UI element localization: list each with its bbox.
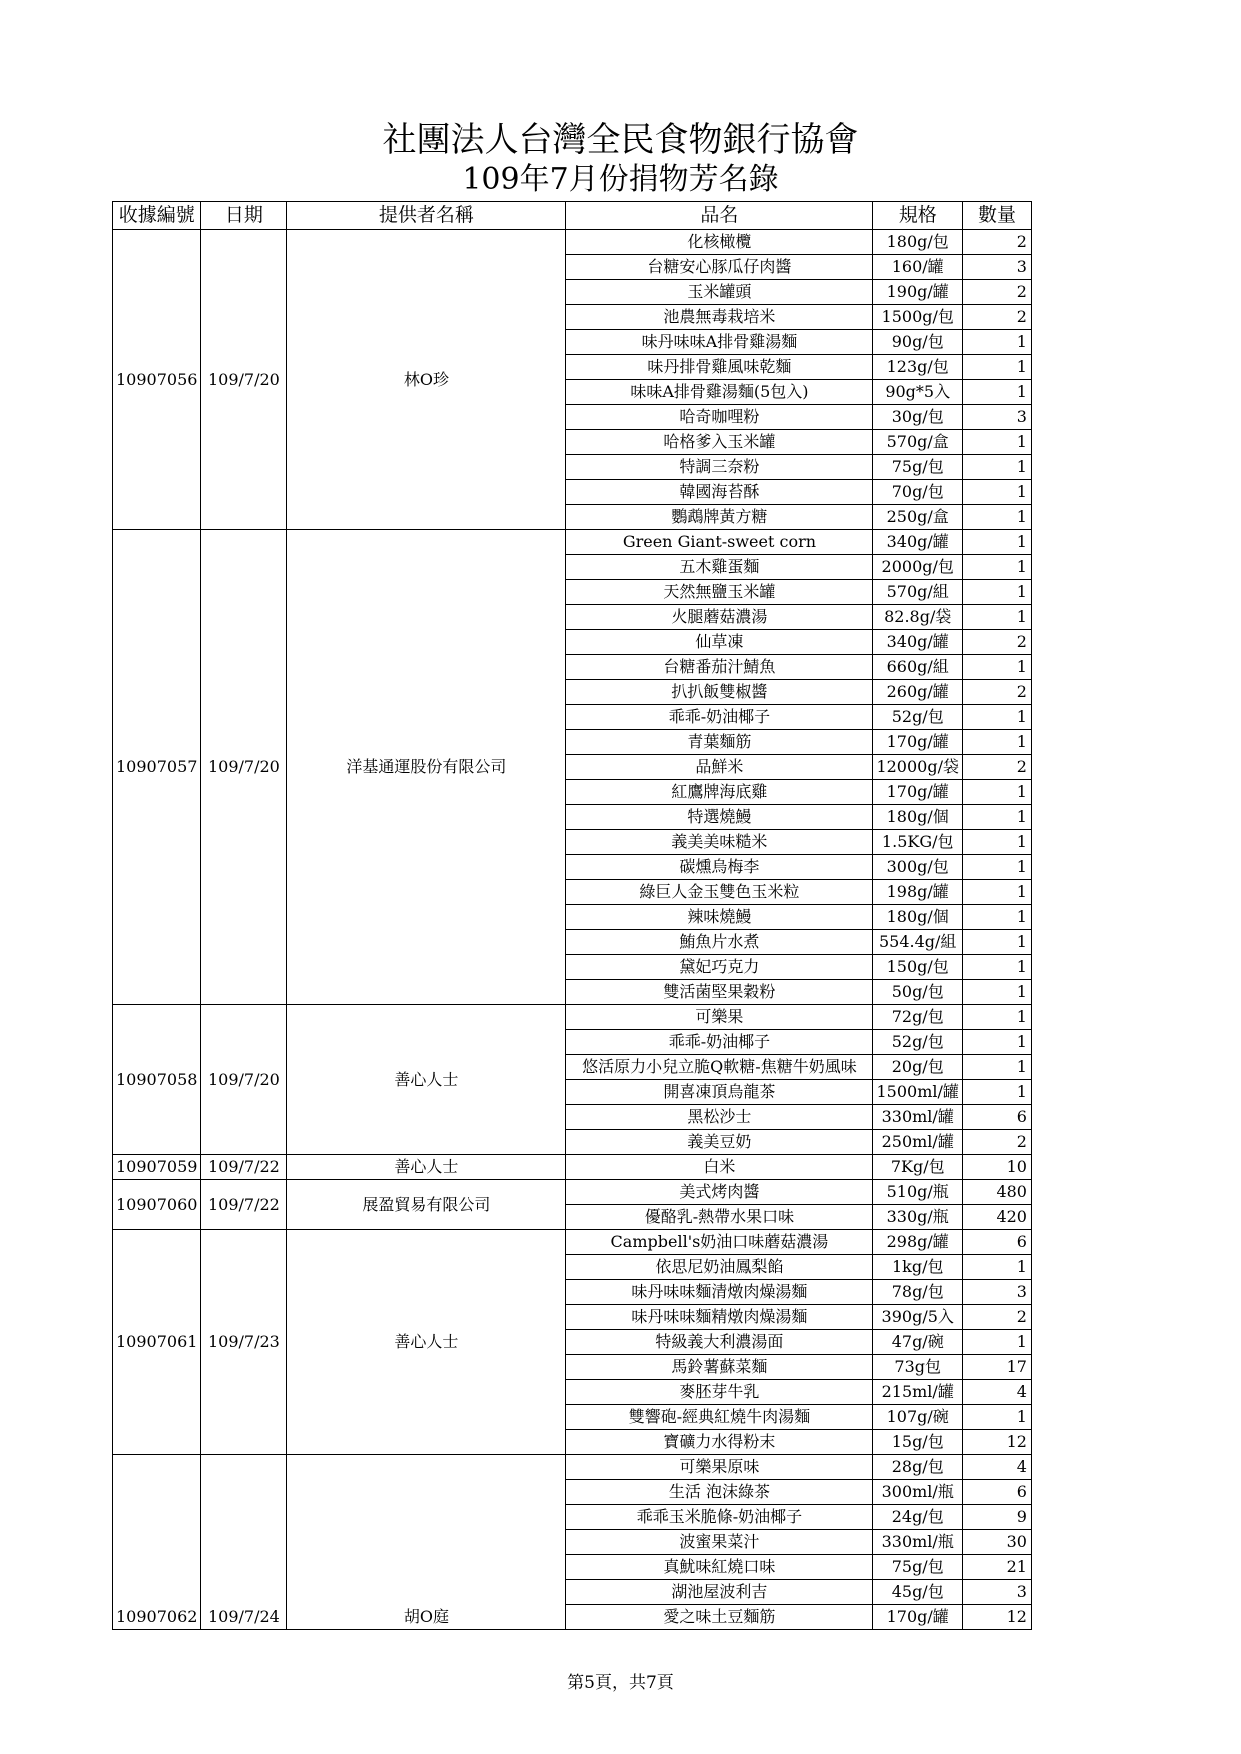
item-name: 青葉麵筋 bbox=[566, 730, 873, 755]
item-name: Campbell's奶油口味蘑菇濃湯 bbox=[566, 1230, 873, 1255]
item-quantity: 1 bbox=[962, 455, 1031, 480]
item-spec: 340g/罐 bbox=[873, 530, 963, 555]
item-name: 味丹排骨雞風味乾麵 bbox=[566, 355, 873, 380]
item-spec: 340g/罐 bbox=[873, 630, 963, 655]
receipt-number: 10907059 bbox=[113, 1155, 201, 1180]
item-spec: 1kg/包 bbox=[873, 1255, 963, 1280]
item-name: 台糖安心豚瓜仔肉醬 bbox=[566, 255, 873, 280]
item-name: 辣味燒鰻 bbox=[566, 905, 873, 930]
item-quantity: 3 bbox=[962, 1280, 1031, 1305]
item-quantity: 1 bbox=[962, 605, 1031, 630]
item-quantity: 1 bbox=[962, 330, 1031, 355]
item-spec: 7Kg/包 bbox=[873, 1155, 963, 1180]
item-spec: 300ml/瓶 bbox=[873, 1480, 963, 1505]
item-spec: 1500g/包 bbox=[873, 305, 963, 330]
donor-name: 展盈貿易有限公司 bbox=[287, 1180, 566, 1230]
item-name: 波蜜果菜汁 bbox=[566, 1530, 873, 1555]
item-name: 開喜凍頂烏龍茶 bbox=[566, 1080, 873, 1105]
item-spec: 70g/包 bbox=[873, 480, 963, 505]
item-spec: 30g/包 bbox=[873, 405, 963, 430]
item-spec: 52g/包 bbox=[873, 1030, 963, 1055]
item-quantity: 3 bbox=[962, 255, 1031, 280]
item-spec: 78g/包 bbox=[873, 1280, 963, 1305]
donation-date: 109/7/22 bbox=[201, 1155, 287, 1180]
donor-name: 林O珍 bbox=[287, 230, 566, 530]
donation-table bbox=[112, 201, 1032, 1630]
item-quantity: 1 bbox=[962, 1330, 1031, 1355]
item-name: 特選燒鰻 bbox=[566, 805, 873, 830]
item-spec: 82.8g/袋 bbox=[873, 605, 963, 630]
item-quantity: 3 bbox=[962, 405, 1031, 430]
item-name: 雙活菌堅果穀粉 bbox=[566, 980, 873, 1005]
col-spec-header: 規格 bbox=[873, 202, 963, 230]
item-spec: 45g/包 bbox=[873, 1580, 963, 1605]
item-quantity: 1 bbox=[962, 1255, 1031, 1280]
item-spec: 75g/包 bbox=[873, 1555, 963, 1580]
item-name: 義美美味糙米 bbox=[566, 830, 873, 855]
item-name: 白米 bbox=[566, 1155, 873, 1180]
item-quantity: 12 bbox=[962, 1605, 1031, 1630]
item-name: 味味A排骨雞湯麵(5包入) bbox=[566, 380, 873, 405]
page-footer: 第5頁，共7頁 bbox=[567, 1673, 674, 1693]
item-quantity: 6 bbox=[962, 1105, 1031, 1130]
item-spec: 554.4g/組 bbox=[873, 930, 963, 955]
table-body bbox=[113, 230, 1032, 1630]
item-spec: 107g/碗 bbox=[873, 1405, 963, 1430]
item-quantity: 1 bbox=[962, 355, 1031, 380]
item-name: 紅鷹牌海底雞 bbox=[566, 780, 873, 805]
item-spec: 52g/包 bbox=[873, 705, 963, 730]
item-spec: 90g/包 bbox=[873, 330, 963, 355]
item-name: 可樂果原味 bbox=[566, 1455, 873, 1480]
item-quantity: 1 bbox=[962, 880, 1031, 905]
item-spec: 298g/罐 bbox=[873, 1230, 963, 1255]
page-title: 社團法人台灣全民食物銀行協會 bbox=[382, 120, 859, 160]
item-quantity: 21 bbox=[962, 1555, 1031, 1580]
item-spec: 72g/包 bbox=[873, 1005, 963, 1030]
item-name: 雙響砲-經典紅燒牛肉湯麵 bbox=[566, 1405, 873, 1430]
item-name: 碳燻烏梅李 bbox=[566, 855, 873, 880]
table-row bbox=[113, 1230, 1032, 1255]
item-name: 特級義大利濃湯面 bbox=[566, 1330, 873, 1355]
item-spec: 15g/包 bbox=[873, 1430, 963, 1455]
item-spec: 180g/包 bbox=[873, 230, 963, 255]
item-spec: 1.5KG/包 bbox=[873, 830, 963, 855]
donor-name: 善心人士 bbox=[287, 1230, 566, 1455]
item-quantity: 2 bbox=[962, 630, 1031, 655]
item-name: 優酪乳-熱帶水果口味 bbox=[566, 1205, 873, 1230]
item-spec: 170g/罐 bbox=[873, 1605, 963, 1630]
item-quantity: 1 bbox=[962, 580, 1031, 605]
item-spec: 28g/包 bbox=[873, 1455, 963, 1480]
item-quantity: 2 bbox=[962, 1305, 1031, 1330]
item-quantity: 12 bbox=[962, 1430, 1031, 1455]
table-row bbox=[113, 1455, 1032, 1480]
item-quantity: 1 bbox=[962, 555, 1031, 580]
item-spec: 250g/盒 bbox=[873, 505, 963, 530]
item-quantity: 10 bbox=[962, 1155, 1031, 1180]
item-quantity: 420 bbox=[962, 1205, 1031, 1230]
col-qty-header: 數量 bbox=[962, 202, 1031, 230]
item-spec: 330ml/罐 bbox=[873, 1105, 963, 1130]
item-name: 美式烤肉醬 bbox=[566, 1180, 873, 1205]
item-spec: 510g/瓶 bbox=[873, 1180, 963, 1205]
item-spec: 2000g/包 bbox=[873, 555, 963, 580]
item-name: 品鮮米 bbox=[566, 755, 873, 780]
item-spec: 330ml/瓶 bbox=[873, 1530, 963, 1555]
item-name: 乖乖-奶油椰子 bbox=[566, 705, 873, 730]
item-name: 真魷味紅燒口味 bbox=[566, 1555, 873, 1580]
item-quantity: 1 bbox=[962, 980, 1031, 1005]
item-quantity: 1 bbox=[962, 955, 1031, 980]
col-donor-header: 提供者名稱 bbox=[287, 202, 566, 230]
item-name: 麥胚芽牛乳 bbox=[566, 1380, 873, 1405]
item-spec: 260g/罐 bbox=[873, 680, 963, 705]
item-quantity: 9 bbox=[962, 1505, 1031, 1530]
item-name: 仙草凍 bbox=[566, 630, 873, 655]
donation-date: 109/7/23 bbox=[201, 1230, 287, 1455]
item-quantity: 1 bbox=[962, 1405, 1031, 1430]
item-quantity: 4 bbox=[962, 1455, 1031, 1480]
receipt-number: 10907062 bbox=[113, 1455, 201, 1630]
item-quantity: 1 bbox=[962, 730, 1031, 755]
item-name: 天然無鹽玉米罐 bbox=[566, 580, 873, 605]
item-spec: 570g/盒 bbox=[873, 430, 963, 455]
donation-date: 109/7/20 bbox=[201, 230, 287, 530]
item-spec: 90g*5入 bbox=[873, 380, 963, 405]
table-header-row bbox=[113, 202, 1032, 230]
item-quantity: 1 bbox=[962, 1005, 1031, 1030]
item-quantity: 1 bbox=[962, 505, 1031, 530]
item-name: 義美豆奶 bbox=[566, 1130, 873, 1155]
item-quantity: 480 bbox=[962, 1180, 1031, 1205]
col-item-header: 品名 bbox=[566, 202, 873, 230]
item-quantity: 1 bbox=[962, 380, 1031, 405]
item-spec: 180g/個 bbox=[873, 905, 963, 930]
table-row bbox=[113, 1005, 1032, 1030]
item-name: 韓國海苔酥 bbox=[566, 480, 873, 505]
item-quantity: 1 bbox=[962, 905, 1031, 930]
item-quantity: 4 bbox=[962, 1380, 1031, 1405]
item-name: 化核橄欖 bbox=[566, 230, 873, 255]
item-name: 特調三奈粉 bbox=[566, 455, 873, 480]
item-name: 黑松沙士 bbox=[566, 1105, 873, 1130]
item-name: 寶礦力水得粉末 bbox=[566, 1430, 873, 1455]
donation-date: 109/7/24 bbox=[201, 1455, 287, 1630]
donor-name: 洋基通運股份有限公司 bbox=[287, 530, 566, 1005]
item-quantity: 6 bbox=[962, 1230, 1031, 1255]
table-row bbox=[113, 530, 1032, 555]
item-spec: 190g/罐 bbox=[873, 280, 963, 305]
item-name: 火腿蘑菇濃湯 bbox=[566, 605, 873, 630]
item-spec: 50g/包 bbox=[873, 980, 963, 1005]
item-quantity: 1 bbox=[962, 1055, 1031, 1080]
item-quantity: 30 bbox=[962, 1530, 1031, 1555]
page-subtitle: 109年7月份捐物芳名錄 bbox=[462, 162, 779, 197]
item-name: 乖乖玉米脆條-奶油椰子 bbox=[566, 1505, 873, 1530]
item-spec: 20g/包 bbox=[873, 1055, 963, 1080]
item-spec: 24g/包 bbox=[873, 1505, 963, 1530]
donation-date: 109/7/22 bbox=[201, 1180, 287, 1230]
item-quantity: 2 bbox=[962, 305, 1031, 330]
item-quantity: 1 bbox=[962, 805, 1031, 830]
item-quantity: 1 bbox=[962, 430, 1031, 455]
item-name: 馬鈴薯蘇菜麵 bbox=[566, 1355, 873, 1380]
item-name: 愛之味土豆麵筋 bbox=[566, 1605, 873, 1630]
item-spec: 180g/個 bbox=[873, 805, 963, 830]
item-spec: 330g/瓶 bbox=[873, 1205, 963, 1230]
item-quantity: 1 bbox=[962, 830, 1031, 855]
item-spec: 123g/包 bbox=[873, 355, 963, 380]
item-spec: 47g/碗 bbox=[873, 1330, 963, 1355]
item-name: 湖池屋波利吉 bbox=[566, 1580, 873, 1605]
item-quantity: 3 bbox=[962, 1580, 1031, 1605]
item-name: 味丹味味A排骨雞湯麵 bbox=[566, 330, 873, 355]
receipt-number: 10907057 bbox=[113, 530, 201, 1005]
item-quantity: 6 bbox=[962, 1480, 1031, 1505]
item-spec: 160/罐 bbox=[873, 255, 963, 280]
item-quantity: 2 bbox=[962, 755, 1031, 780]
item-name: 綠巨人金玉雙色玉米粒 bbox=[566, 880, 873, 905]
item-quantity: 1 bbox=[962, 705, 1031, 730]
item-name: 味丹味味麵清燉肉燥湯麵 bbox=[566, 1280, 873, 1305]
table-row bbox=[113, 230, 1032, 255]
item-quantity: 1 bbox=[962, 655, 1031, 680]
item-spec: 250ml/罐 bbox=[873, 1130, 963, 1155]
item-name: 味丹味味麵精燉肉燥湯麵 bbox=[566, 1305, 873, 1330]
item-quantity: 2 bbox=[962, 280, 1031, 305]
item-spec: 570g/組 bbox=[873, 580, 963, 605]
item-spec: 12000g/袋 bbox=[873, 755, 963, 780]
item-spec: 1500ml/罐 bbox=[873, 1080, 963, 1105]
receipt-number: 10907061 bbox=[113, 1230, 201, 1455]
item-name: Green Giant-sweet corn bbox=[566, 530, 873, 555]
donation-date: 109/7/20 bbox=[201, 530, 287, 1005]
item-spec: 150g/包 bbox=[873, 955, 963, 980]
item-name: 玉米罐頭 bbox=[566, 280, 873, 305]
item-quantity: 1 bbox=[962, 1080, 1031, 1105]
item-quantity: 17 bbox=[962, 1355, 1031, 1380]
table-row bbox=[113, 1180, 1032, 1205]
item-spec: 170g/罐 bbox=[873, 730, 963, 755]
donation-date: 109/7/20 bbox=[201, 1005, 287, 1155]
item-name: 黛妃巧克力 bbox=[566, 955, 873, 980]
item-name: 生活 泡沫綠茶 bbox=[566, 1480, 873, 1505]
donor-name: 善心人士 bbox=[287, 1155, 566, 1180]
item-spec: 390g/5入 bbox=[873, 1305, 963, 1330]
table-row bbox=[113, 1155, 1032, 1180]
item-name: 乖乖-奶油椰子 bbox=[566, 1030, 873, 1055]
item-quantity: 1 bbox=[962, 780, 1031, 805]
item-name: 悠活原力小兒立脆Q軟糖-焦糖牛奶風味 bbox=[566, 1055, 873, 1080]
item-quantity: 1 bbox=[962, 855, 1031, 880]
item-quantity: 2 bbox=[962, 680, 1031, 705]
item-quantity: 2 bbox=[962, 230, 1031, 255]
item-name: 哈格爹入玉米罐 bbox=[566, 430, 873, 455]
item-spec: 75g/包 bbox=[873, 455, 963, 480]
item-spec: 198g/罐 bbox=[873, 880, 963, 905]
item-quantity: 1 bbox=[962, 530, 1031, 555]
receipt-number: 10907060 bbox=[113, 1180, 201, 1230]
donor-name: 善心人士 bbox=[287, 1005, 566, 1155]
item-quantity: 2 bbox=[962, 1130, 1031, 1155]
item-quantity: 1 bbox=[962, 930, 1031, 955]
item-spec: 73g包 bbox=[873, 1355, 963, 1380]
receipt-number: 10907058 bbox=[113, 1005, 201, 1155]
item-name: 台糖番茄汁鯖魚 bbox=[566, 655, 873, 680]
item-name: 池農無毒栽培米 bbox=[566, 305, 873, 330]
item-quantity: 1 bbox=[962, 1030, 1031, 1055]
item-name: 鸚鵡牌黃方糖 bbox=[566, 505, 873, 530]
item-name: 可樂果 bbox=[566, 1005, 873, 1030]
item-name: 五木雞蛋麵 bbox=[566, 555, 873, 580]
item-spec: 300g/包 bbox=[873, 855, 963, 880]
donor-name: 胡O庭 bbox=[287, 1455, 566, 1630]
item-name: 哈奇咖哩粉 bbox=[566, 405, 873, 430]
item-name: 扒扒飯雙椒醬 bbox=[566, 680, 873, 705]
item-spec: 215ml/罐 bbox=[873, 1380, 963, 1405]
col-receipt-header: 收據編號 bbox=[113, 202, 201, 230]
item-name: 鮪魚片水煮 bbox=[566, 930, 873, 955]
item-quantity: 1 bbox=[962, 480, 1031, 505]
item-spec: 170g/罐 bbox=[873, 780, 963, 805]
item-name: 依思尼奶油鳳梨餡 bbox=[566, 1255, 873, 1280]
item-spec: 660g/組 bbox=[873, 655, 963, 680]
col-date-header: 日期 bbox=[201, 202, 287, 230]
receipt-number: 10907056 bbox=[113, 230, 201, 530]
